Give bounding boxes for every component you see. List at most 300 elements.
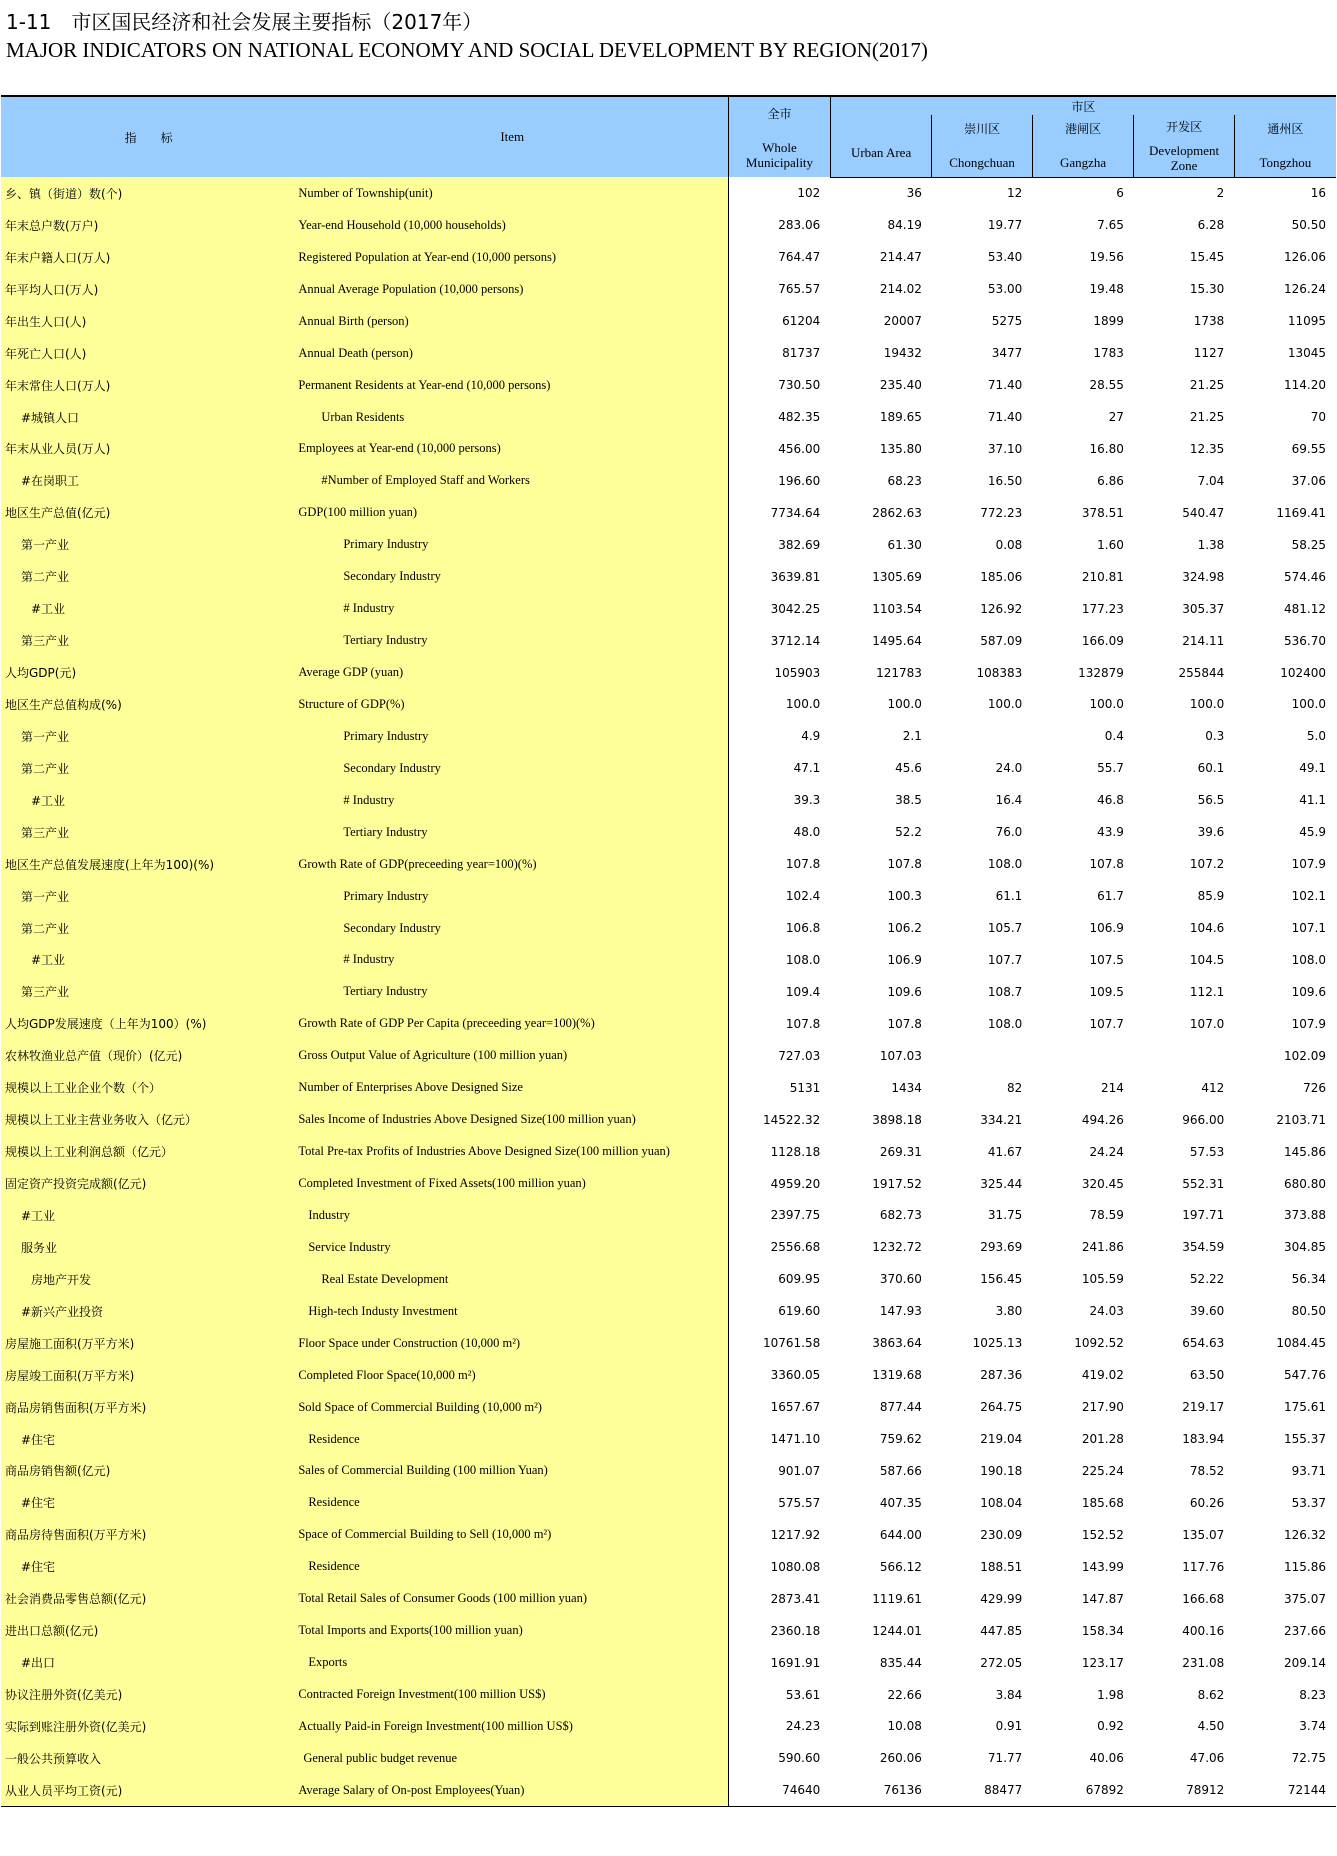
value-devzone: 412 xyxy=(1134,1072,1234,1104)
value-tongzhou: 69.55 xyxy=(1234,433,1336,465)
value-chongchuan: 24.0 xyxy=(932,752,1032,784)
value-devzone: 552.31 xyxy=(1134,1168,1234,1200)
value-devzone: 39.60 xyxy=(1134,1295,1234,1327)
value-tongzhou: 41.1 xyxy=(1234,784,1336,816)
indicator-en: Permanent Residents at Year-end (10,000 persons) xyxy=(296,369,728,401)
indicator-en: Sales Income of Industries Above Designed Size(100 million yuan) xyxy=(296,1104,728,1136)
value-gangzha: 1092.52 xyxy=(1032,1327,1134,1359)
value-tongzhou: 109.6 xyxy=(1234,976,1336,1008)
header-chongchuan-en: Chongchuan xyxy=(949,155,1015,171)
header-devzone-cn: 开发区 xyxy=(1166,120,1203,135)
value-whole: 575.57 xyxy=(729,1487,831,1519)
value-devzone: 305.37 xyxy=(1134,593,1234,625)
indicator-cn: 第三产业 xyxy=(1,625,296,657)
value-tongzhou: 108.0 xyxy=(1234,944,1336,976)
table-row xyxy=(1,752,1336,784)
value-whole: 901.07 xyxy=(729,1455,831,1487)
value-devzone: 104.5 xyxy=(1134,944,1234,976)
table-row xyxy=(1,1104,1336,1136)
value-devzone: 52.22 xyxy=(1134,1263,1234,1295)
indicator-en: Service Industry xyxy=(296,1231,728,1263)
value-devzone: 107.0 xyxy=(1134,1008,1234,1040)
value-tongzhou: 102400 xyxy=(1234,657,1336,689)
value-chongchuan: 88477 xyxy=(932,1774,1032,1806)
value-chongchuan: 16.50 xyxy=(932,465,1032,497)
value-urban: 1305.69 xyxy=(830,561,932,593)
value-urban: 2.1 xyxy=(830,720,932,752)
value-gangzha: 43.9 xyxy=(1032,816,1134,848)
value-whole: 24.23 xyxy=(729,1711,831,1743)
header-urban xyxy=(830,115,932,177)
value-chongchuan: 3477 xyxy=(932,337,1032,369)
value-tongzhou: 373.88 xyxy=(1234,1200,1336,1232)
indicator-en: Primary Industry xyxy=(296,529,728,561)
value-urban: 107.03 xyxy=(830,1040,932,1072)
indicator-cn: 年末从业人员(万人) xyxy=(1,433,296,465)
indicator-cn: 农林牧渔业总产值（现价）(亿元) xyxy=(1,1040,296,1072)
value-devzone: 78.52 xyxy=(1134,1455,1234,1487)
value-gangzha: 19.56 xyxy=(1032,241,1134,273)
value-devzone: 117.76 xyxy=(1134,1551,1234,1583)
table-row xyxy=(1,1615,1336,1647)
value-whole: 53.61 xyxy=(729,1679,831,1711)
value-tongzhou: 53.37 xyxy=(1234,1487,1336,1519)
value-devzone: 400.16 xyxy=(1134,1615,1234,1647)
value-whole: 3639.81 xyxy=(729,561,831,593)
value-tongzhou: 37.06 xyxy=(1234,465,1336,497)
value-chongchuan: 5275 xyxy=(932,305,1032,337)
table-row xyxy=(1,337,1336,369)
value-tongzhou: 145.86 xyxy=(1234,1136,1336,1168)
table-row xyxy=(1,209,1336,241)
value-chongchuan: 230.09 xyxy=(932,1519,1032,1551)
value-urban: 877.44 xyxy=(830,1391,932,1423)
table-row xyxy=(1,1359,1336,1391)
value-chongchuan: 325.44 xyxy=(932,1168,1032,1200)
table-row xyxy=(1,880,1336,912)
indicator-en: # Industry xyxy=(296,944,728,976)
table-row xyxy=(1,1742,1336,1774)
indicator-en: Actually Paid-in Foreign Investment(100 million US$) xyxy=(296,1711,728,1743)
value-gangzha: 107.8 xyxy=(1032,848,1134,880)
header-item: Item xyxy=(296,96,728,177)
value-tongzhou: 481.12 xyxy=(1234,593,1336,625)
value-gangzha: 19.48 xyxy=(1032,273,1134,305)
value-gangzha: 225.24 xyxy=(1032,1455,1134,1487)
value-urban: 644.00 xyxy=(830,1519,932,1551)
table-row xyxy=(1,1200,1336,1232)
indicator-en: GDP(100 million yuan) xyxy=(296,497,728,529)
indicator-en: Structure of GDP(%) xyxy=(296,689,728,721)
value-urban: 835.44 xyxy=(830,1647,932,1679)
value-devzone: 197.71 xyxy=(1134,1200,1234,1232)
value-whole: 108.0 xyxy=(729,944,831,976)
value-whole: 39.3 xyxy=(729,784,831,816)
value-devzone: 60.1 xyxy=(1134,752,1234,784)
value-devzone: 100.0 xyxy=(1134,689,1234,721)
value-urban: 100.0 xyxy=(830,689,932,721)
value-whole: 1691.91 xyxy=(729,1647,831,1679)
indicator-cn: 地区生产总值发展速度(上年为100)(%) xyxy=(1,848,296,880)
table-row xyxy=(1,1391,1336,1423)
value-urban: 214.02 xyxy=(830,273,932,305)
header-gangzha-en: Gangzha xyxy=(1059,155,1107,171)
value-tongzhou: 70 xyxy=(1234,401,1336,433)
value-gangzha: 132879 xyxy=(1032,657,1134,689)
indicator-cn: 第三产业 xyxy=(1,816,296,848)
indicator-en: Year-end Household (10,000 households) xyxy=(296,209,728,241)
value-chongchuan: 108.04 xyxy=(932,1487,1032,1519)
value-whole: 590.60 xyxy=(729,1742,831,1774)
header-devzone xyxy=(1134,115,1234,177)
indicator-cn: #工业 xyxy=(1,593,296,625)
value-urban: 19432 xyxy=(830,337,932,369)
indicator-en: Urban Residents xyxy=(296,401,728,433)
indicator-cn: #在岗职工 xyxy=(1,465,296,497)
value-whole: 100.0 xyxy=(729,689,831,721)
indicator-en: Number of Township(unit) xyxy=(296,177,728,209)
table-row xyxy=(1,1136,1336,1168)
indicator-cn: 商品房销售额(亿元) xyxy=(1,1455,296,1487)
value-tongzhou: 536.70 xyxy=(1234,625,1336,657)
table-row xyxy=(1,784,1336,816)
value-whole: 105903 xyxy=(729,657,831,689)
value-chongchuan: 53.40 xyxy=(932,241,1032,273)
indicator-en: Completed Floor Space(10,000 m²) xyxy=(296,1359,728,1391)
value-gangzha: 123.17 xyxy=(1032,1647,1134,1679)
value-whole: 482.35 xyxy=(729,401,831,433)
value-devzone: 7.04 xyxy=(1134,465,1234,497)
value-tongzhou: 8.23 xyxy=(1234,1679,1336,1711)
indicator-cn: 服务业 xyxy=(1,1231,296,1263)
value-devzone: 183.94 xyxy=(1134,1423,1234,1455)
value-urban: 147.93 xyxy=(830,1295,932,1327)
value-chongchuan: 219.04 xyxy=(932,1423,1032,1455)
value-whole: 196.60 xyxy=(729,465,831,497)
value-urban: 682.73 xyxy=(830,1200,932,1232)
indicator-en: Total Retail Sales of Consumer Goods (100 million yuan) xyxy=(296,1583,728,1615)
value-gangzha: 166.09 xyxy=(1032,625,1134,657)
value-gangzha: 0.92 xyxy=(1032,1711,1134,1743)
indicator-en: Secondary Industry xyxy=(296,752,728,784)
value-urban: 135.80 xyxy=(830,433,932,465)
value-whole: 1080.08 xyxy=(729,1551,831,1583)
indicator-en: Total Pre-tax Profits of Industries Above Designed Size(100 million yuan) xyxy=(296,1136,728,1168)
indicator-en: Primary Industry xyxy=(296,720,728,752)
value-chongchuan: 107.7 xyxy=(932,944,1032,976)
value-tongzhou: 102.09 xyxy=(1234,1040,1336,1072)
indicator-en: Exports xyxy=(296,1647,728,1679)
indicator-cn: 固定资产投资完成额(亿元) xyxy=(1,1168,296,1200)
table-row xyxy=(1,433,1336,465)
value-urban: 106.2 xyxy=(830,912,932,944)
table-row xyxy=(1,1231,1336,1263)
value-gangzha: 78.59 xyxy=(1032,1200,1134,1232)
header-gangzha-cn: 港闸区 xyxy=(1065,122,1102,137)
value-chongchuan xyxy=(932,720,1032,752)
value-tongzhou: 107.9 xyxy=(1234,1008,1336,1040)
value-tongzhou: 107.1 xyxy=(1234,912,1336,944)
value-devzone: 47.06 xyxy=(1134,1742,1234,1774)
indicator-cn: 年末常住人口(万人) xyxy=(1,369,296,401)
indicator-en: Employees at Year-end (10,000 persons) xyxy=(296,433,728,465)
indicator-cn: 第二产业 xyxy=(1,561,296,593)
value-chongchuan: 61.1 xyxy=(932,880,1032,912)
table-body xyxy=(1,177,1336,1807)
indicator-cn: 从业人员平均工资(元) xyxy=(1,1774,296,1806)
value-gangzha: 107.7 xyxy=(1032,1008,1134,1040)
value-urban: 3898.18 xyxy=(830,1104,932,1136)
value-tongzhou: 5.0 xyxy=(1234,720,1336,752)
indicator-en: Real Estate Development xyxy=(296,1263,728,1295)
value-whole: 3712.14 xyxy=(729,625,831,657)
value-devzone: 63.50 xyxy=(1134,1359,1234,1391)
value-urban: 214.47 xyxy=(830,241,932,273)
table-row xyxy=(1,1679,1336,1711)
value-whole: 14522.32 xyxy=(729,1104,831,1136)
value-urban: 587.66 xyxy=(830,1455,932,1487)
indicator-en: Registered Population at Year-end (10,000 persons) xyxy=(296,241,728,273)
value-urban: 107.8 xyxy=(830,848,932,880)
value-devzone: 1.38 xyxy=(1134,529,1234,561)
indicator-cn: 商品房待售面积(万平方米) xyxy=(1,1519,296,1551)
value-urban: 759.62 xyxy=(830,1423,932,1455)
value-gangzha: 241.86 xyxy=(1032,1231,1134,1263)
indicator-cn: 规模以上工业利润总额（亿元） xyxy=(1,1136,296,1168)
value-chongchuan: 293.69 xyxy=(932,1231,1032,1263)
table-row xyxy=(1,1583,1336,1615)
value-urban: 1917.52 xyxy=(830,1168,932,1200)
table-row xyxy=(1,1040,1336,1072)
indicator-cn: 规模以上工业企业个数（个） xyxy=(1,1072,296,1104)
value-gangzha: 1783 xyxy=(1032,337,1134,369)
value-gangzha: 109.5 xyxy=(1032,976,1134,1008)
value-tongzhou: 13045 xyxy=(1234,337,1336,369)
table-row xyxy=(1,848,1336,880)
table-row xyxy=(1,1519,1336,1551)
value-whole: 106.8 xyxy=(729,912,831,944)
value-urban: 107.8 xyxy=(830,1008,932,1040)
table-row xyxy=(1,1487,1336,1519)
header-whole-cn: 全市 xyxy=(767,106,792,121)
value-chongchuan: 0.91 xyxy=(932,1711,1032,1743)
value-whole: 4959.20 xyxy=(729,1168,831,1200)
value-gangzha: 1.98 xyxy=(1032,1679,1134,1711)
indicator-cn: #工业 xyxy=(1,944,296,976)
indicator-cn: 协议注册外资(亿美元) xyxy=(1,1679,296,1711)
table-row xyxy=(1,561,1336,593)
value-whole: 456.00 xyxy=(729,433,831,465)
value-chongchuan: 100.0 xyxy=(932,689,1032,721)
value-chongchuan: 3.80 xyxy=(932,1295,1032,1327)
indicator-en: Secondary Industry xyxy=(296,561,728,593)
header-whole xyxy=(729,96,831,177)
value-devzone: 166.68 xyxy=(1134,1583,1234,1615)
value-whole: 81737 xyxy=(729,337,831,369)
value-tongzhou: 115.86 xyxy=(1234,1551,1336,1583)
value-gangzha: 378.51 xyxy=(1032,497,1134,529)
value-chongchuan: 71.40 xyxy=(932,401,1032,433)
value-tongzhou: 50.50 xyxy=(1234,209,1336,241)
indicator-en: Secondary Industry xyxy=(296,912,728,944)
value-urban: 3863.64 xyxy=(830,1327,932,1359)
value-whole: 48.0 xyxy=(729,816,831,848)
value-whole: 2873.41 xyxy=(729,1583,831,1615)
value-devzone: 104.6 xyxy=(1134,912,1234,944)
table-row xyxy=(1,1551,1336,1583)
indicator-cn: 第二产业 xyxy=(1,912,296,944)
value-chongchuan: 16.4 xyxy=(932,784,1032,816)
value-chongchuan: 108.0 xyxy=(932,848,1032,880)
value-whole: 283.06 xyxy=(729,209,831,241)
value-devzone: 15.30 xyxy=(1134,273,1234,305)
value-gangzha: 55.7 xyxy=(1032,752,1134,784)
value-urban: 100.3 xyxy=(830,880,932,912)
value-gangzha: 107.5 xyxy=(1032,944,1134,976)
indicator-en: Gross Output Value of Agriculture (100 million yuan) xyxy=(296,1040,728,1072)
value-chongchuan: 1025.13 xyxy=(932,1327,1032,1359)
indicator-en: Tertiary Industry xyxy=(296,816,728,848)
value-urban: 407.35 xyxy=(830,1487,932,1519)
value-devzone: 1738 xyxy=(1134,305,1234,337)
value-urban: 269.31 xyxy=(830,1136,932,1168)
value-urban: 1244.01 xyxy=(830,1615,932,1647)
value-devzone: 255844 xyxy=(1134,657,1234,689)
value-chongchuan: 12 xyxy=(932,177,1032,209)
value-devzone: 107.2 xyxy=(1134,848,1234,880)
value-gangzha: 6 xyxy=(1032,177,1134,209)
value-tongzhou: 102.1 xyxy=(1234,880,1336,912)
value-gangzha: 24.03 xyxy=(1032,1295,1134,1327)
indicator-cn: 乡、镇（街道）数(个) xyxy=(1,177,296,209)
indicator-cn: 年死亡人口(人) xyxy=(1,337,296,369)
indicator-en: Sales of Commercial Building (100 million Yuan) xyxy=(296,1455,728,1487)
value-chongchuan: 31.75 xyxy=(932,1200,1032,1232)
value-chongchuan: 82 xyxy=(932,1072,1032,1104)
table-row xyxy=(1,593,1336,625)
table-row xyxy=(1,1168,1336,1200)
value-chongchuan xyxy=(932,1040,1032,1072)
indicator-cn: 地区生产总值构成(%) xyxy=(1,689,296,721)
value-devzone: 4.50 xyxy=(1134,1711,1234,1743)
value-tongzhou: 155.37 xyxy=(1234,1423,1336,1455)
value-gangzha: 0.4 xyxy=(1032,720,1134,752)
indicator-en: Number of Enterprises Above Designed Size xyxy=(296,1072,728,1104)
value-whole: 7734.64 xyxy=(729,497,831,529)
value-chongchuan: 53.00 xyxy=(932,273,1032,305)
indicator-en: Growth Rate of GDP(preceeding year=100)(%) xyxy=(296,848,728,880)
value-whole: 10761.58 xyxy=(729,1327,831,1359)
value-gangzha: 201.28 xyxy=(1032,1423,1134,1455)
value-chongchuan: 71.40 xyxy=(932,369,1032,401)
value-gangzha: 214 xyxy=(1032,1072,1134,1104)
indicator-cn: #住宅 xyxy=(1,1487,296,1519)
table-row xyxy=(1,401,1336,433)
indicator-en: Residence xyxy=(296,1551,728,1583)
value-urban: 370.60 xyxy=(830,1263,932,1295)
indicator-en: Tertiary Industry xyxy=(296,976,728,1008)
indicator-cn: 年出生人口(人) xyxy=(1,305,296,337)
value-chongchuan: 71.77 xyxy=(932,1742,1032,1774)
value-tongzhou: 11095 xyxy=(1234,305,1336,337)
value-whole: 61204 xyxy=(729,305,831,337)
indicator-cn: 地区生产总值(亿元) xyxy=(1,497,296,529)
value-chongchuan: 190.18 xyxy=(932,1455,1032,1487)
value-tongzhou: 56.34 xyxy=(1234,1263,1336,1295)
value-gangzha: 177.23 xyxy=(1032,593,1134,625)
value-devzone: 214.11 xyxy=(1134,625,1234,657)
value-gangzha: 1899 xyxy=(1032,305,1134,337)
value-whole: 102 xyxy=(729,177,831,209)
value-gangzha: 494.26 xyxy=(1032,1104,1134,1136)
value-tongzhou: 72.75 xyxy=(1234,1742,1336,1774)
indicator-cn: 年平均人口(万人) xyxy=(1,273,296,305)
value-urban: 109.6 xyxy=(830,976,932,1008)
value-gangzha: 185.68 xyxy=(1032,1487,1134,1519)
value-urban: 121783 xyxy=(830,657,932,689)
value-devzone: 21.25 xyxy=(1134,369,1234,401)
value-chongchuan: 287.36 xyxy=(932,1359,1032,1391)
value-gangzha: 40.06 xyxy=(1032,1742,1134,1774)
value-whole: 5131 xyxy=(729,1072,831,1104)
value-devzone: 654.63 xyxy=(1134,1327,1234,1359)
value-devzone: 219.17 xyxy=(1134,1391,1234,1423)
indicator-en: Average Salary of On-post Employees(Yuan) xyxy=(296,1774,728,1806)
indicator-en: Sold Space of Commercial Building (10,000 m²) xyxy=(296,1391,728,1423)
value-devzone: 56.5 xyxy=(1134,784,1234,816)
value-chongchuan: 447.85 xyxy=(932,1615,1032,1647)
indicator-cn: 进出口总额(亿元) xyxy=(1,1615,296,1647)
value-urban: 84.19 xyxy=(830,209,932,241)
value-whole: 1657.67 xyxy=(729,1391,831,1423)
value-urban: 1434 xyxy=(830,1072,932,1104)
value-devzone: 15.45 xyxy=(1134,241,1234,273)
value-whole: 1471.10 xyxy=(729,1423,831,1455)
value-gangzha: 67892 xyxy=(1032,1774,1134,1806)
value-urban: 68.23 xyxy=(830,465,932,497)
table-title-cn: 1-11 市区国民经济和社会发展主要指标（2017年） xyxy=(6,10,483,34)
value-tongzhou: 107.9 xyxy=(1234,848,1336,880)
value-chongchuan: 76.0 xyxy=(932,816,1032,848)
indicators-table xyxy=(1,95,1336,1807)
value-chongchuan: 772.23 xyxy=(932,497,1032,529)
value-urban: 1103.54 xyxy=(830,593,932,625)
table-row xyxy=(1,720,1336,752)
value-tongzhou: 126.24 xyxy=(1234,273,1336,305)
value-tongzhou: 58.25 xyxy=(1234,529,1336,561)
value-devzone: 85.9 xyxy=(1134,880,1234,912)
value-devzone: 39.6 xyxy=(1134,816,1234,848)
value-whole: 765.57 xyxy=(729,273,831,305)
indicator-en: High-tech Industy Investment xyxy=(296,1295,728,1327)
value-chongchuan: 3.84 xyxy=(932,1679,1032,1711)
value-gangzha: 217.90 xyxy=(1032,1391,1134,1423)
value-devzone: 135.07 xyxy=(1134,1519,1234,1551)
value-urban: 52.2 xyxy=(830,816,932,848)
indicator-cn: 人均GDP(元) xyxy=(1,657,296,689)
value-whole: 730.50 xyxy=(729,369,831,401)
value-gangzha: 7.65 xyxy=(1032,209,1134,241)
value-urban: 1495.64 xyxy=(830,625,932,657)
header-tongzhou-cn: 通州区 xyxy=(1267,122,1304,137)
value-tongzhou: 726 xyxy=(1234,1072,1336,1104)
table-row xyxy=(1,177,1336,209)
indicator-en: Annual Birth (person) xyxy=(296,305,728,337)
indicator-en: # Industry xyxy=(296,593,728,625)
indicator-cn: 一般公共预算收入 xyxy=(1,1742,296,1774)
indicator-en: Floor Space under Construction (10,000 m²) xyxy=(296,1327,728,1359)
table-row xyxy=(1,657,1336,689)
